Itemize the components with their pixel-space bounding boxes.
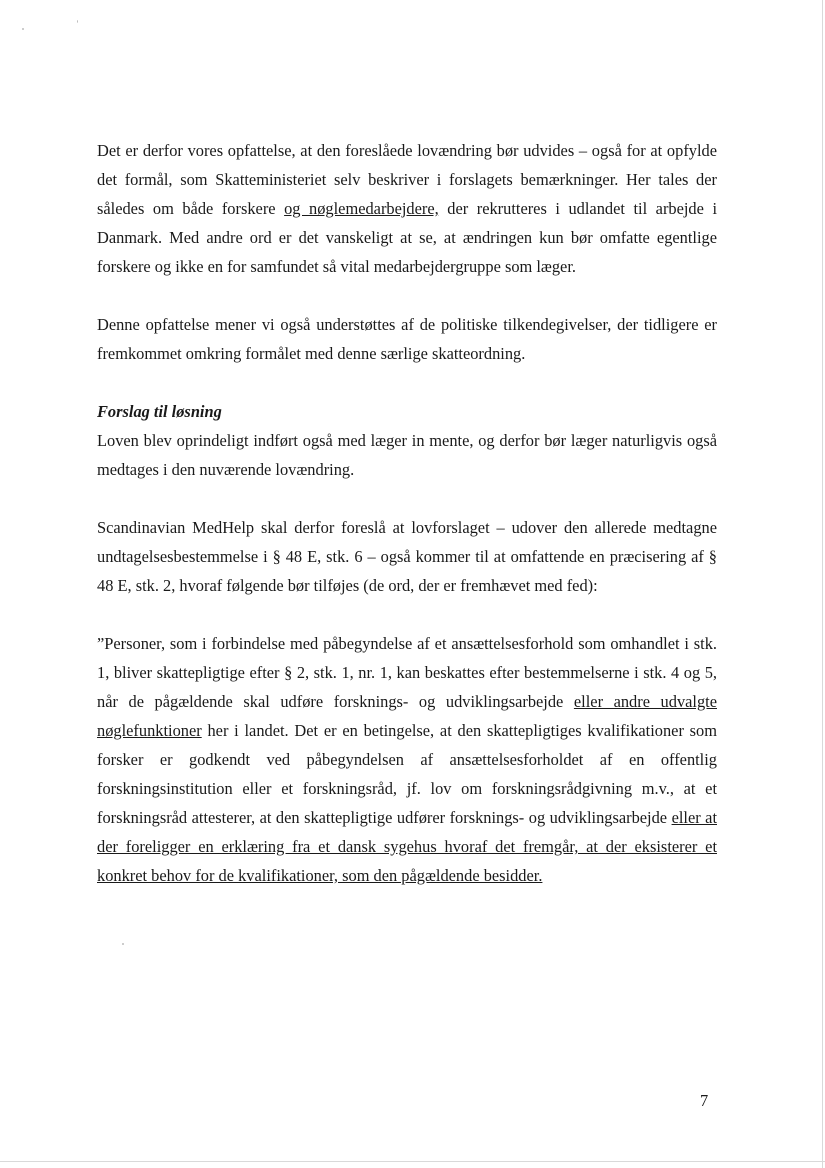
paragraph-opinion xyxy=(97,136,717,281)
paragraph-spacer xyxy=(97,368,717,397)
underlined-text: eller andre udvalgte nøglefunktioner xyxy=(97,692,717,740)
underlined-text: eller at der foreligger en erklæring fra et dansk sygehus hvoraf det fremgår, at der eksisterer et konkret behov for de kvalifikationer, som den pågældende besidder. xyxy=(97,808,717,885)
document-body xyxy=(97,136,717,890)
text-run: ”Personer, som i forbindelse med påbegyndelse af et ansættelsesforhold som omhandlet i stk. 1, bliver skattepligtige efter § 2, stk. 1, nr. 1, kan beskattes efter bestemmelserne i stk. 4 og 5, når de pågældende skal udføre forsknings- og udviklingsarbejde xyxy=(97,634,717,711)
scan-speck xyxy=(77,20,78,23)
paragraph-political-support: Denne opfattelse mener vi også understøttes af de politiske tilkendegivelser, der tidligere er fremkommet omkring formålet med denne særlige skatteordning. xyxy=(97,315,717,363)
scan-speck xyxy=(22,28,24,30)
text-run: Det er derfor vores opfattelse, at den foreslåede lovændring bør udvides – også for at opfylde det formål, som Skatteministeriet selv beskriver i forslagets bemærkninger. Her tales der således om både forskere xyxy=(97,141,717,218)
paragraph-quoted-amendment xyxy=(97,629,717,890)
underlined-text: og nøglemedarbejdere, xyxy=(284,199,439,218)
scan-edge-bottom xyxy=(0,1161,825,1162)
paragraph-spacer xyxy=(97,484,717,513)
section-heading: Forslag til løsning xyxy=(97,402,222,421)
paragraph-spacer xyxy=(97,281,717,310)
text-run: her i landet. Det er en betingelse, at den skattepligtiges kvalifikationer som forsker er godkendt ved påbegyndelsen af ansættelsesforholdet af en offentlig forskningsinstitution eller et forskningsråd, jf. lov om forskningsrådgivning m.v., at et forskningsråd attesterer, at den skattepligtige udfører forsknings- og udviklingsarbejde xyxy=(97,721,717,827)
paragraph-proposal: Scandinavian MedHelp skal derfor foreslå at lovforslaget – udover den allerede medtagne undtagelsesbestemmelse i § 48 E, stk. 6 – også kommer til at omfattende en præcisering af § 48 E, stk. 2, hvoraf følgende bør tilføjes (de ord, der er fremhævet med fed): xyxy=(97,518,717,595)
paragraph-spacer xyxy=(97,600,717,629)
paragraph-law-origin: Loven blev oprindeligt indført også med læger in mente, og derfor bør læger naturligvis også medtages i den nuværende lovændring. xyxy=(97,431,717,479)
page-number: 7 xyxy=(700,1091,709,1110)
scan-edge-right xyxy=(822,0,823,1168)
text-run: der rekrutteres i udlandet til arbejde i Danmark. Med andre ord er det vanskeligt at se, at ændringen kun bør omfatte egentlige forskere og ikke en for samfundet så vital medarbejdergruppe som læger. xyxy=(97,199,717,276)
scan-speck xyxy=(122,943,124,945)
